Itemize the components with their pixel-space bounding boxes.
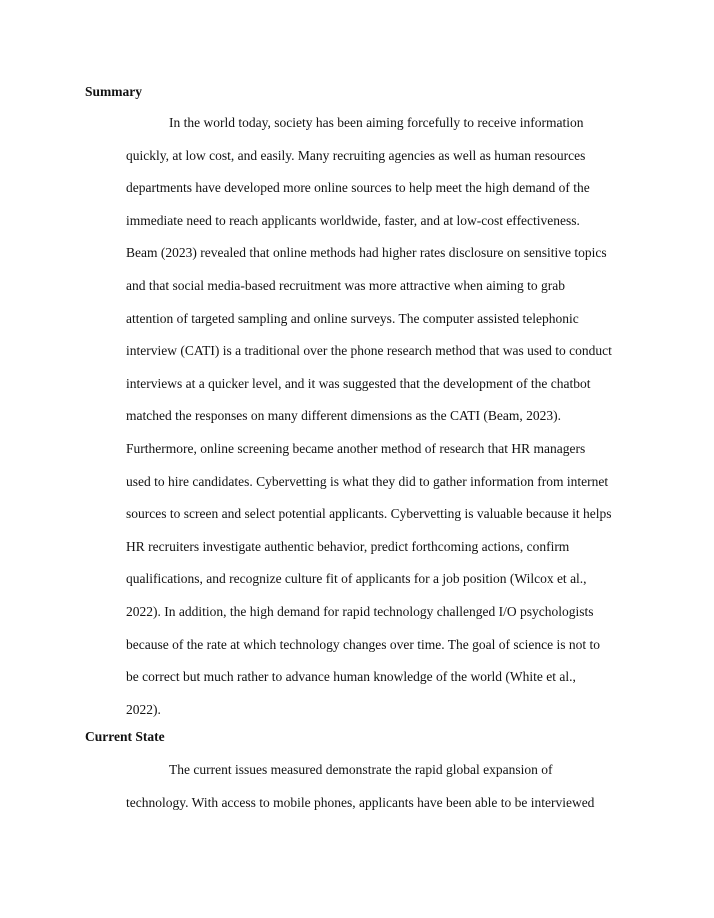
text-line: quickly, at low cost, and easily. Many recruiting agencies as well as human resources [126, 147, 586, 163]
text-line: qualifications, and recognize culture fit of applicants for a job position (Wilcox et al., [126, 571, 587, 587]
text-line: matched the responses on many different dimensions as the CATI (Beam, 2023). [126, 408, 562, 424]
text-line: attention of targeted sampling and online surveys. The computer assisted telephonic [126, 310, 579, 326]
text-line: 2022). [126, 701, 161, 717]
text-line: departments have developed more online sources to help meet the high demand of the [126, 180, 590, 196]
text-line: 2022). In addition, the high demand for rapid technology challenged I/O psychologists [126, 604, 594, 619]
text-line: The current issues measured demonstrate the rapid global expansion of [169, 762, 553, 777]
text-line: HR recruiters investigate authentic behavior, predict forthcoming actions, confirm [126, 538, 570, 554]
text-line: interview (CATI) is a traditional over the phone research method that was used to conduct [126, 343, 612, 359]
text-line: technology. With access to mobile phones, applicants have been able to be interviewed [126, 794, 595, 810]
text-line: sources to screen and select potential applicants. Cybervetting is valuable because it helps [126, 506, 612, 522]
text-line: be correct but much rather to advance human knowledge of the world (White et al., [126, 669, 576, 685]
text-line: used to hire candidates. Cybervetting is what they did to gather information from internet [126, 473, 609, 489]
text-line: Beam (2023) revealed that online methods had higher rates disclosure on sensitive topics [126, 245, 607, 261]
text-line: because of the rate at which technology changes over time. The goal of science is not to [126, 636, 600, 652]
heading-current-state: Current State [85, 729, 165, 744]
text-line: and that social media-based recruitment was more attractive when aiming to grab [126, 278, 565, 293]
text-line: interviews at a quicker level, and it was suggested that the development of the chatbot [126, 375, 591, 391]
text-line: Furthermore, online screening became another method of research that HR managers [126, 441, 586, 456]
heading-summary: Summary [85, 84, 142, 99]
text-line: immediate need to reach applicants worldwide, faster, and at low-cost effectiveness. [126, 212, 580, 228]
text-line: In the world today, society has been aiming forcefully to receive information [169, 115, 584, 130]
